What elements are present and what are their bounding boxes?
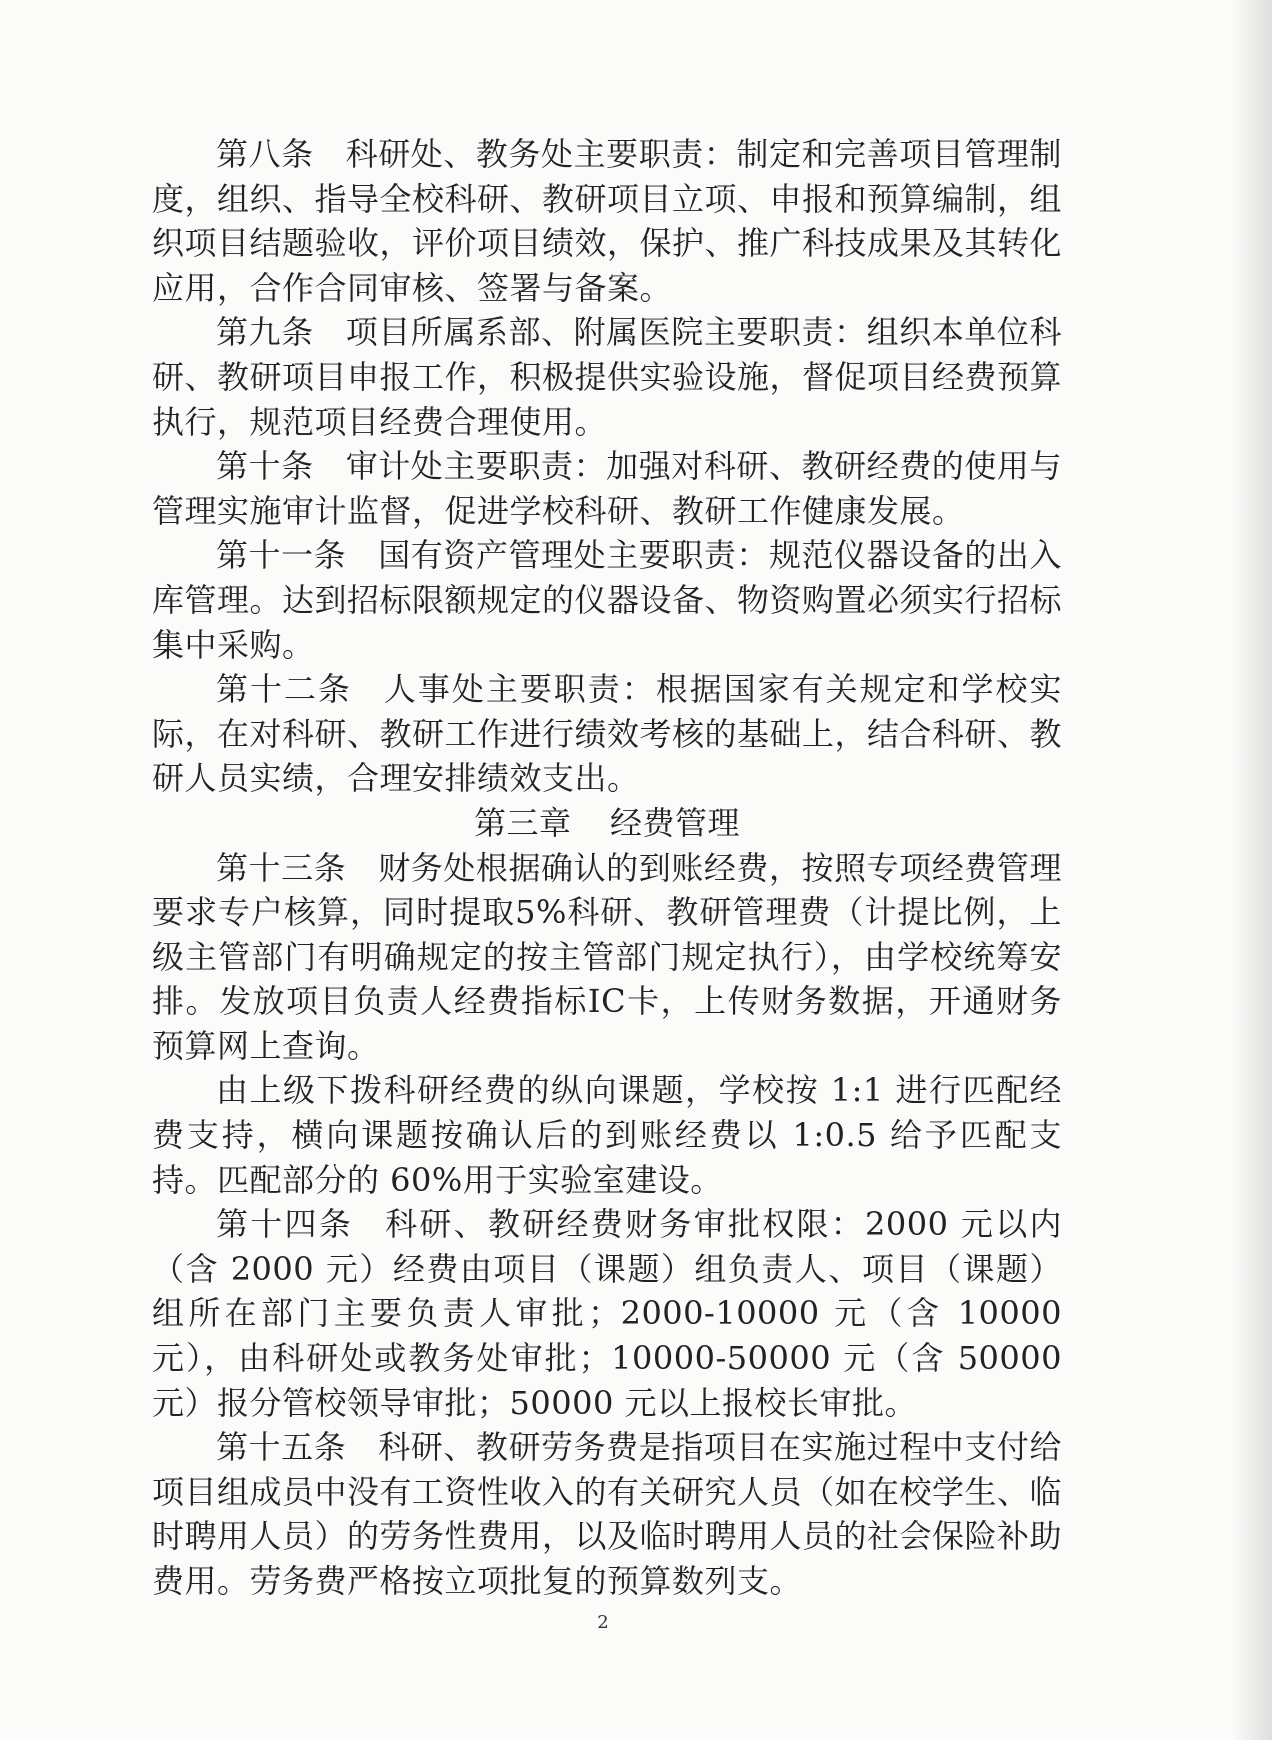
article-13: [152, 846, 1062, 1069]
article-number: 第十条: [216, 447, 314, 486]
article-text: 科研、教研劳务费是指项目在实施过程中支付给项目组成员中没有工资性收入的有关研究人员（如在校学生、临时聘用人员）的劳务性费用，以及临时聘用人员的社会保险补助费用。劳务费严格按立项批复的预算数列支。: [152, 1428, 1063, 1600]
chapter-number: 第三章: [474, 803, 572, 842]
article-text: 审计处主要职责：加强对科研、教研经费的使用与管理实施审计监督，促进学校科研、教研工作健康发展。: [152, 447, 1062, 530]
article-text: 项目所属系部、附属医院主要职责：组织本单位科研、教研项目申报工作，积极提供实验设施，督促项目经费预算执行，规范项目经费合理使用。: [152, 313, 1063, 441]
article-number: 第八条: [216, 135, 314, 173]
article-number: 第十一条: [216, 536, 347, 575]
page-number: 2: [597, 1612, 609, 1633]
article-number: 第十五条: [216, 1428, 347, 1467]
chapter-title: 经费管理: [609, 803, 740, 842]
article-text: 国有资产管理处主要职责：规范仪器设备的出入库管理。达到招标限额规定的仪器设备、物资购置必须实行招标集中采购。: [152, 536, 1063, 664]
article-text: 科研处、教务处主要职责：制定和完善项目管理制度，组织、指导全校科研、教研项目立项、申报和预算编制，组织项目结题验收，评价项目绩效，保护、推广科技成果及其转化应用，合作合同审核、签署与备案。: [152, 135, 1063, 307]
article-number: 第十二条: [216, 670, 352, 709]
scan-edge-shadow: [1232, 0, 1272, 1740]
document-body: [152, 132, 1062, 1604]
article-text: 财务处根据确认的到账经费，按照专项经费管理要求专户核算，同时提取5%科研、教研管理费（计提比例，上级主管部门有明确规定的按主管部门规定执行），由学校统筹安排。发放项目负责人经费指标IC卡，上传财务数据，开通财务预算网上查询。: [152, 848, 1062, 1065]
article-number: 第九条: [216, 313, 314, 352]
article-text: 由上级下拨科研经费的纵向课题，学校按 1:1 进行匹配经费支持，横向课题按确认后的到账经费以 1:0.5 给予匹配支持。匹配部分的 60%用于实验室建设。: [152, 1071, 1062, 1199]
article-14: [152, 1202, 1062, 1425]
article-15: [152, 1425, 1062, 1603]
article-9: [152, 310, 1062, 444]
article-number: 第十四条: [216, 1205, 354, 1244]
article-10: [152, 444, 1062, 533]
article-8: [152, 132, 1062, 310]
article-13-continuation: [152, 1068, 1062, 1202]
article-text: 人事处主要职责：根据国家有关规定和学校实际，在对科研、教研工作进行绩效考核的基础上，结合科研、教研人员实绩，合理安排绩效支出。: [152, 670, 1063, 798]
chapter-heading: [152, 801, 1062, 846]
article-12: [152, 667, 1062, 801]
article-number: 第十三条: [216, 848, 347, 887]
article-11: [152, 533, 1062, 667]
article-text: 科研、教研经费财务审批权限：2000 元以内（含 2000 元）经费由项目（课题）组负责人、项目（课题）组所在部门主要负责人审批；2000-10000 元（含 10000 元），由科研处或教务处审批；10000-50000 元（含 50000 元）报分管校领导审批；50000 元以上报校长审批。: [152, 1205, 1062, 1422]
